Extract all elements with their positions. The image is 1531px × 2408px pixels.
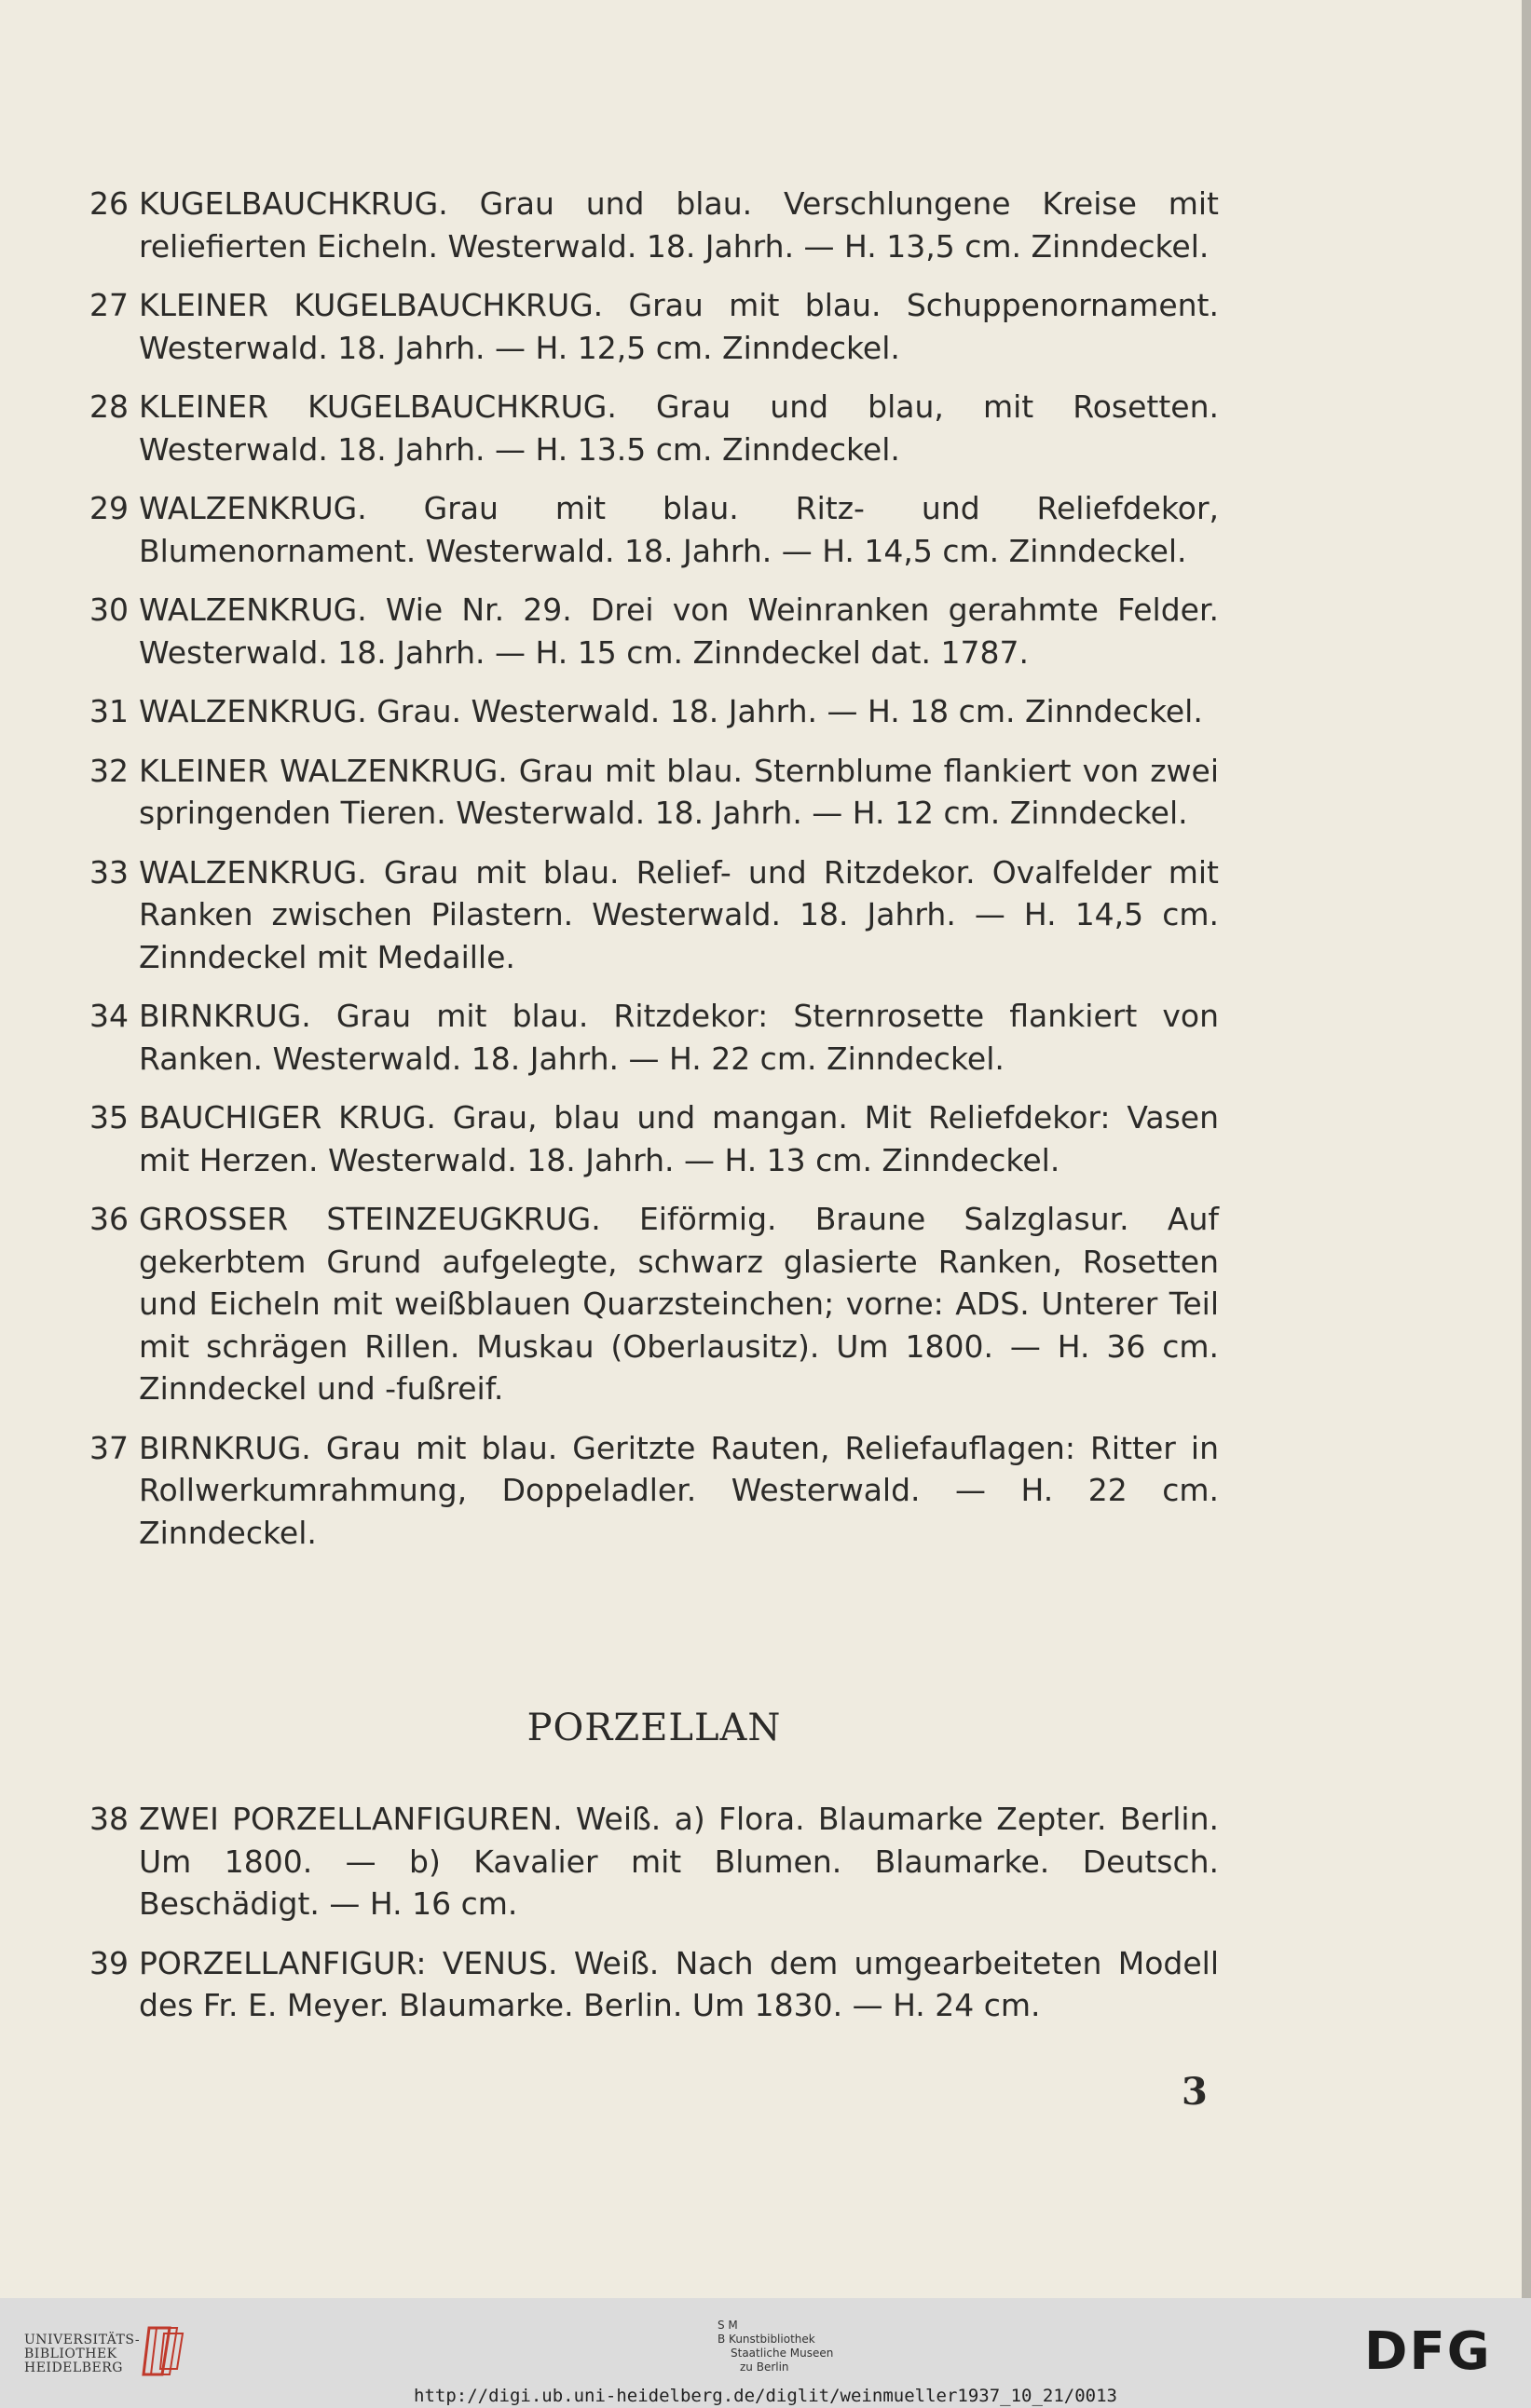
entry-number: 29 [89, 490, 129, 526]
catalog-entry [89, 1798, 1219, 1925]
entry-number: 36 [89, 1201, 129, 1237]
stamp-line: Staatliche Museen [731, 2347, 834, 2360]
catalog-entry [89, 386, 1219, 470]
catalog-entry [89, 1427, 1219, 1555]
page-edge [1522, 0, 1531, 2298]
stamp-line: zu Berlin [740, 2360, 789, 2374]
catalog-entry [89, 1198, 1219, 1410]
museum-stamp [718, 2319, 833, 2374]
catalog-entry [89, 183, 1219, 267]
catalog-entry [89, 690, 1219, 733]
dfg-logo[interactable]: DFG [1364, 2321, 1492, 2382]
entry-text: WALZENKRUG. Grau. Westerwald. 18. Jahrh. — H. 18 cm. Zinndeckel. [139, 693, 1203, 729]
entry-text: BIRNKRUG. Grau mit blau. Ritzdekor: Sternrosette flankiert von Ranken. Westerwald. 18. Jahrh. — H. 22 cm. Zinndeckel. [139, 998, 1219, 1077]
entry-number: 35 [89, 1099, 129, 1136]
entry-text: KUGELBAUCHKRUG. Grau und blau. Verschlungene Kreise mit reliefierten Eicheln. Westerwald. 18. Jahrh. — H. 13,5 cm. Zinndeckel. [139, 185, 1219, 265]
stamp-line: S M [718, 2319, 738, 2332]
section-title: PORZELLAN [526, 1707, 782, 1749]
catalog-entry [89, 589, 1219, 673]
catalog-entry [89, 1096, 1219, 1181]
entry-number: 31 [89, 693, 129, 729]
entry-number: 33 [89, 853, 129, 891]
entry-number: 28 [89, 388, 129, 425]
entry-text: KLEINER KUGELBAUCHKRUG. Grau mit blau. Schuppenornament. Westerwald. 18. Jahrh. — H. 12,5 cm. Zinndeckel. [139, 287, 1219, 366]
page-url[interactable]: http://digi.ub.uni-heidelberg.de/diglit/weinmueller1937_10_21/0013 [414, 2386, 1117, 2406]
logo-line: HEIDELBERG [24, 2360, 123, 2375]
entry-number: 30 [89, 592, 129, 628]
entry-text: KLEINER KUGELBAUCHKRUG. Grau und blau, mit Rosetten. Westerwald. 18. Jahrh. — H. 13.5 cm. Zinndeckel. [139, 388, 1219, 468]
catalog-entries-porcelain [89, 1798, 1219, 2027]
entry-number: 39 [89, 1944, 129, 1981]
catalog-entry [89, 995, 1219, 1080]
entry-text: KLEINER WALZENKRUG. Grau mit blau. Sternblume flankiert von zwei springenden Tieren. Westerwald. 18. Jahrh. — H. 12 cm. Zinndeckel. [139, 752, 1219, 831]
entry-text: WALZENKRUG. Wie Nr. 29. Drei von Weinranken gerahmte Felder. Westerwald. 18. Jahrh. — H. 15 cm. Zinndeckel dat. 1787. [139, 592, 1219, 671]
entry-number: 26 [89, 185, 129, 222]
entry-text: WALZENKRUG. Grau mit blau. Ritz- und Reliefdekor, Blumenornament. Westerwald. 18. Jahrh. — H. 14,5 cm. Zinndeckel. [139, 490, 1219, 569]
entry-text: GROSSER STEINZEUGKRUG. Eiförmig. Braune Salzglasur. Auf gekerbtem Grund aufgelegte, schwarz glasierte Ranken, Rosetten und Eicheln mit weißblauen Quarzsteinchen; vorne: ADS. Unterer Teil mit schrägen Rillen. Muskau (Oberlausitz). Um 1800. — H. 36 cm. Zinndeckel und -fußreif. [139, 1201, 1219, 1407]
logo-line: UNIVERSITÄTS- [24, 2333, 141, 2347]
entry-number: 34 [89, 998, 129, 1034]
entry-text: ZWEI PORZELLANFIGUREN. Weiß. a) Flora. Blaumarke Zepter. Berlin. Um 1800. — b) Kavalier mit Blumen. Blaumarke. Deutsch. Beschädigt. — H. 16 cm. [139, 1801, 1219, 1922]
catalog-entries [89, 183, 1219, 1554]
entry-number: 37 [89, 1429, 129, 1466]
viewer-footer [0, 2298, 1531, 2408]
catalog-entry [89, 851, 1219, 979]
catalog-entry [89, 487, 1219, 572]
logo-line: BIBLIOTHEK [24, 2347, 117, 2361]
entry-number: 38 [89, 1801, 129, 1837]
entry-text: PORZELLANFIGUR: VENUS. Weiß. Nach dem umgearbeiteten Modell des Fr. E. Meyer. Blaumarke. Berlin. Um 1830. — H. 24 cm. [139, 1944, 1219, 2023]
entry-number: 27 [89, 287, 129, 323]
entry-text: WALZENKRUG. Grau mit blau. Relief- und Ritzdekor. Ovalfelder mit Ranken zwischen Pilastern. Westerwald. 18. Jahrh. — H. 14,5 cm. Zinndeckel mit Medaille. [139, 853, 1219, 975]
page-number: 3 [1182, 2070, 1208, 2114]
university-seal-icon [140, 2320, 186, 2386]
catalog-entry [89, 284, 1219, 369]
entry-text: BAUCHIGER KRUG. Grau, blau und mangan. Mit Reliefdekor: Vasen mit Herzen. Westerwald. 18. Jahrh. — H. 13 cm. Zinndeckel. [139, 1099, 1219, 1178]
stamp-line: B Kunstbibliothek [718, 2333, 815, 2346]
entry-number: 32 [89, 752, 129, 789]
catalog-entry [89, 750, 1219, 835]
catalog-entry [89, 1942, 1219, 2027]
university-library-logo[interactable] [24, 2333, 140, 2375]
entry-text: BIRNKRUG. Grau mit blau. Geritzte Rauten, Reliefauflagen: Ritter in Rollwerkumrahmung, Doppeladler. Westerwald. — H. 22 cm. Zinndeckel. [139, 1429, 1219, 1551]
